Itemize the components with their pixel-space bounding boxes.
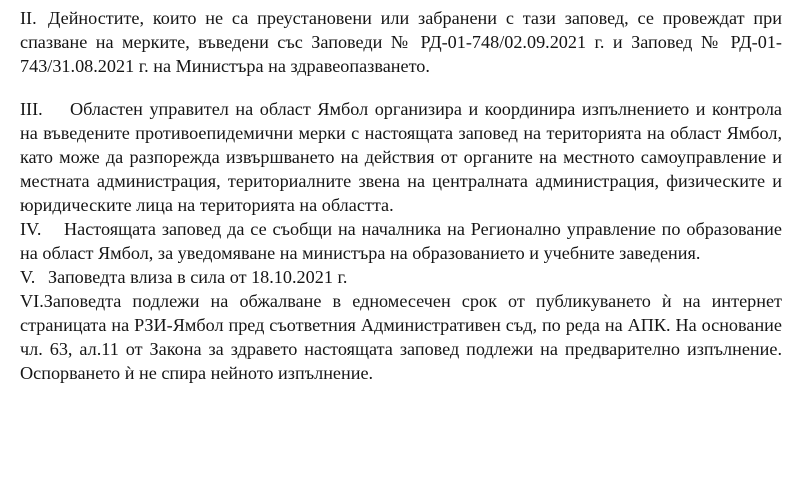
paragraph-text: Настоящата заповед да се съобщи на началника на Регионално управление по образование на област Ямбол, за уведомяване на министъра на образованието и учебните заведения. — [20, 219, 782, 263]
paragraph-v — [20, 265, 782, 289]
paragraph-text: Заповедта влиза в сила от 18.10.2021 г. — [48, 267, 348, 287]
paragraph-gap — [20, 78, 782, 97]
paragraph-ii — [20, 6, 782, 78]
paragraph-number: VI. — [20, 291, 44, 311]
paragraph-vi — [20, 289, 782, 385]
paragraph-iii — [20, 97, 782, 217]
paragraph-text: Областен управител на област Ямбол организира и координира изпълнението и контрола на въведените противоепидемични мерки с настоящата заповед на територията на област Ямбол, като може да разпорежда извършването на действия от органите на местното самоуправление и местната администрация, териториалните звена на централната администрация, физическите и юридическите лица на територията на областта. — [20, 99, 782, 215]
paragraph-iv — [20, 217, 782, 265]
paragraph-number: V. — [20, 267, 36, 287]
paragraph-number: II. — [20, 8, 37, 28]
paragraph-text: Дейностите, които не са преустановени или забранени с тази заповед, се провеждат при спазване на мерките, въведени със Заповеди № РД-01-748/02.09.2021 г. и Заповед № РД-01-743/31.08.2021 г. на Министъра на здравеопазването. — [20, 8, 782, 76]
paragraph-text: Заповедта подлежи на обжалване в едномесечен срок от публикуването ѝ на интернет страницата на РЗИ-Ямбол пред съответния Административен съд, по реда на АПК. На основание чл. 63, ал.11 от Закона за здравето настоящата заповед подлежи на предварително изпълнение. Оспорването ѝ не спира нейното изпълнение. — [20, 291, 782, 383]
paragraph-number: IV. — [20, 219, 42, 239]
paragraph-number: III. — [20, 99, 43, 119]
